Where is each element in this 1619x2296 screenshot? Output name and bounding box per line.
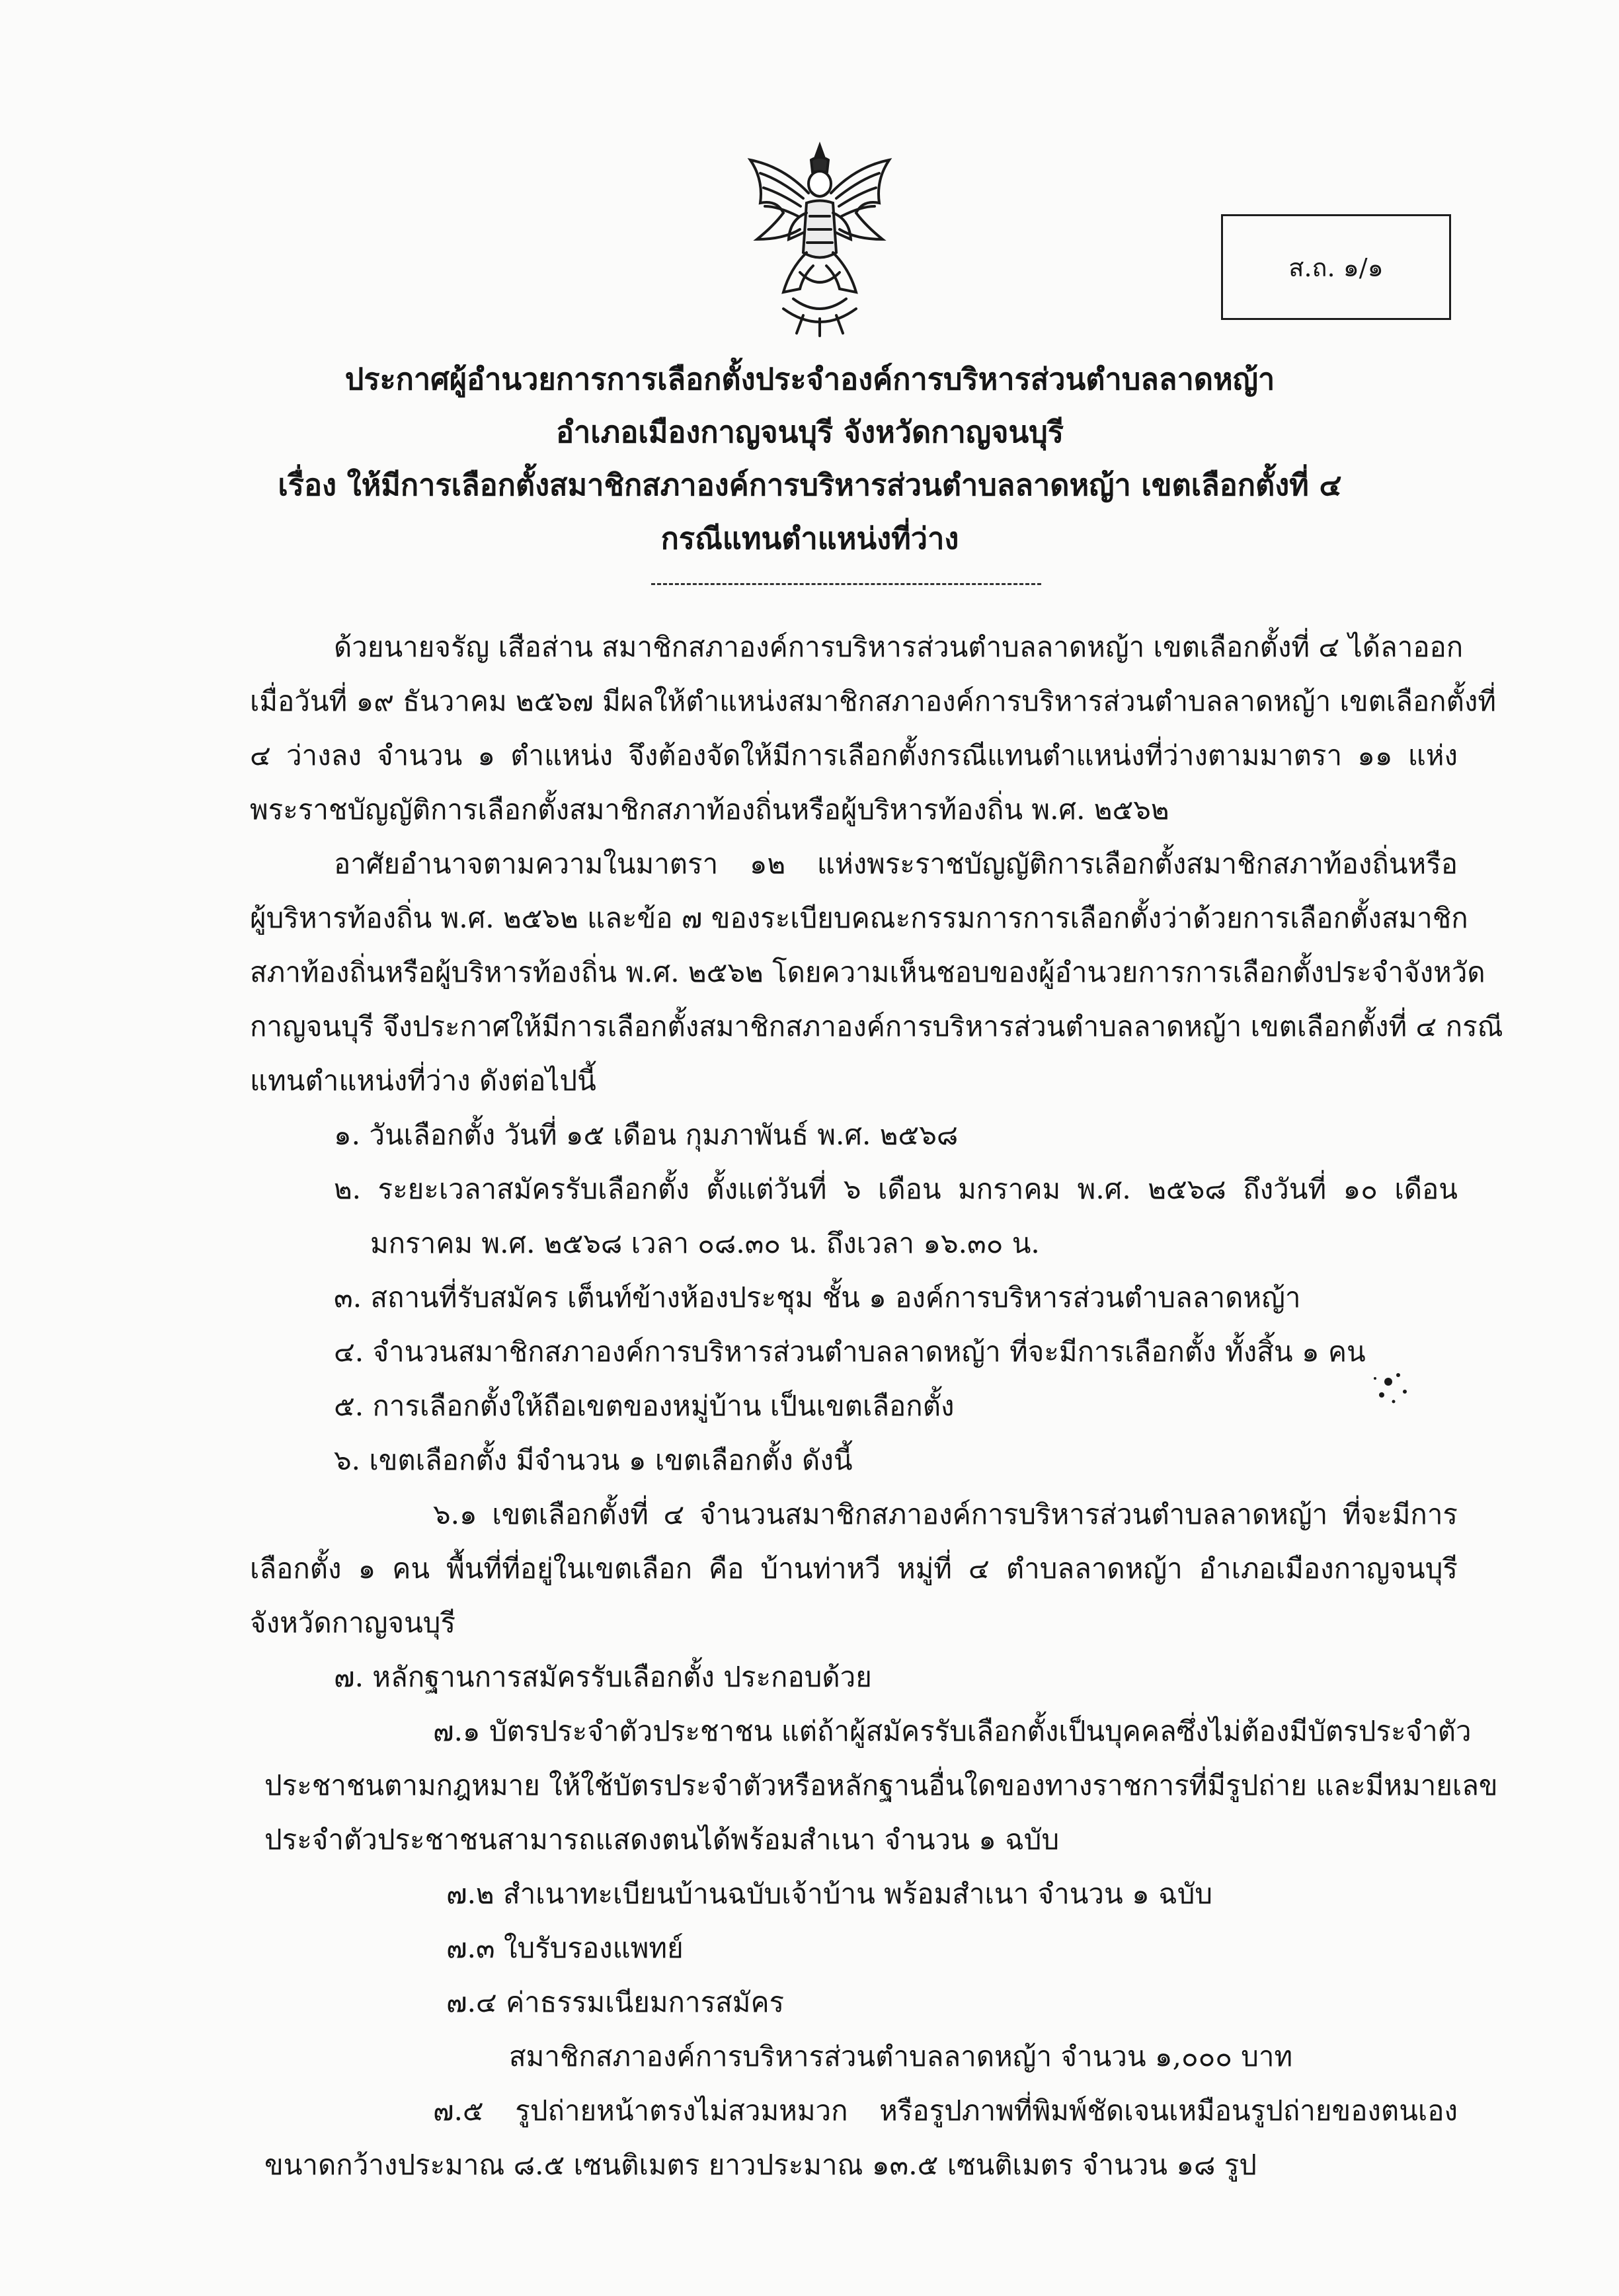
title-separator xyxy=(651,583,1041,585)
item-2-continued: มกราคม พ.ศ. ๒๕๖๘ เวลา ๐๘.๓๐ น. ถึงเวลา ๑๖.๓๐ น. xyxy=(370,1227,1040,1259)
item-6-1-line: ๖.๑ เขตเลือกตั้งที่ ๔ จำนวนสมาชิกสภาองค์การบริหารส่วนตำบลลาดหญ้า ที่จะมีการ xyxy=(433,1498,1458,1530)
item-7-1-line: ประชาชนตามกฎหมาย ให้ใช้บัตรประจำตัวหรือหลักฐานอื่นใดของทางราชการที่มีรูปถ่าย และมีหมายเลข xyxy=(264,1769,1498,1801)
paragraph-2-line: กาญจนบุรี จึงประกาศให้มีการเลือกตั้งสมาชิกสภาองค์การบริหารส่วนตำบลลาดหญ้า เขตเลือกตั้งที่ ๔ กรณี xyxy=(250,1010,1503,1043)
item-7: ๗. หลักฐานการสมัครรับเลือกตั้ง ประกอบด้วย xyxy=(334,1661,872,1693)
paragraph-1-line: ๔ ว่างลง จำนวน ๑ ตำแหน่ง จึงต้องจัดให้มีการเลือกตั้งกรณีแทนตำแหน่งที่ว่างตามมาตรา ๑๑ แห่ง xyxy=(250,739,1458,772)
paragraph-1-line: พระราชบัญญัติการเลือกตั้งสมาชิกสภาท้องถิ่นหรือผู้บริหารท้องถิ่น พ.ศ. ๒๕๖๒ xyxy=(250,793,1169,826)
item-6: ๖. เขตเลือกตั้ง มีจำนวน ๑ เขตเลือกตั้ง ดังนี้ xyxy=(334,1444,853,1476)
title-line-2: อำเภอเมืองกาญจนบุรี จังหวัดกาญจนบุรี xyxy=(555,415,1064,450)
item-7-5-line: ๗.๕ รูปถ่ายหน้าตรงไม่สวมหมวก หรือรูปภาพที่พิมพ์ชัดเจนเหมือนรูปถ่ายของตนเอง xyxy=(433,2094,1458,2127)
title-line-4: กรณีแทนตำแหน่งที่ว่าง xyxy=(660,521,959,556)
item-7-1-line: ๗.๑ บัตรประจำตัวประชาชน แต่ถ้าผู้สมัครรับเลือกตั้งเป็นบุคคลซึ่งไม่ต้องมีบัตรประจำตัว xyxy=(433,1715,1472,1747)
paragraph-1-line: เมื่อวันที่ ๑๙ ธันวาคม ๒๕๖๗ มีผลให้ตำแหน่งสมาชิกสภาองค์การบริหารส่วนตำบลลาดหญ้า เขตเลือกตั้งที่ xyxy=(250,685,1497,717)
item-4: ๔. จำนวนสมาชิกสภาองค์การบริหารส่วนตำบลลาดหญ้า ที่จะมีการเลือกตั้ง ทั้งสิ้น ๑ คน xyxy=(334,1335,1366,1368)
form-code-box xyxy=(1221,214,1451,320)
title-line-1: ประกาศผู้อำนวยการการเลือกตั้งประจำองค์การบริหารส่วนตำบลลาดหญ้า xyxy=(344,362,1275,397)
paragraph-2-line: สภาท้องถิ่นหรือผู้บริหารท้องถิ่น พ.ศ. ๒๕๖๒ โดยความเห็นชอบของผู้อำนวยการการเลือกตั้งประจำจังหวัด xyxy=(250,956,1485,988)
form-code: ส.ถ. ๑/๑ xyxy=(1288,253,1384,282)
item-7-4-detail: สมาชิกสภาองค์การบริหารส่วนตำบลลาดหญ้า จำนวน ๑,๐๐๐ บาท xyxy=(509,2040,1293,2073)
item-6-1-line: จังหวัดกาญจนบุรี xyxy=(250,1606,456,1639)
item-6-1-line: เลือกตั้ง ๑ คน พื้นที่ที่อยู่ในเขตเลือก คือ บ้านท่าหวี หมู่ที่ ๔ ตำบลลาดหญ้า อำเภอเมืองกาญจนบุรี xyxy=(250,1552,1458,1585)
ink-speck xyxy=(1362,1355,1435,1428)
garuda-emblem-icon xyxy=(737,140,902,338)
title-line-3: เรื่อง ให้มีการเลือกตั้งสมาชิกสภาองค์การบริหารส่วนตำบลลาดหญ้า เขตเลือกตั้งที่ ๔ xyxy=(278,467,1342,502)
paragraph-2-line: อาศัยอำนาจตามความในมาตรา ๑๒ แห่งพระราชบัญญัติการเลือกตั้งสมาชิกสภาท้องถิ่นหรือ xyxy=(334,848,1458,880)
item-1: ๑. วันเลือกตั้ง วันที่ ๑๕ เดือน กุมภาพันธ์ พ.ศ. ๒๕๖๘ xyxy=(334,1119,959,1151)
item-7-3: ๗.๓ ใบรับรองแพทย์ xyxy=(446,1932,684,1964)
item-7-4: ๗.๔ ค่าธรรมเนียมการสมัคร xyxy=(446,1986,785,2018)
item-7-2: ๗.๒ สำเนาทะเบียนบ้านฉบับเจ้าบ้าน พร้อมสำเนา จำนวน ๑ ฉบับ xyxy=(446,1878,1213,1910)
item-7-1-line: ประจำตัวประชาชนสามารถแสดงตนได้พร้อมสำเนา จำนวน ๑ ฉบับ xyxy=(264,1823,1060,1856)
item-7-5-line: ขนาดกว้างประมาณ ๘.๕ เซนติเมตร ยาวประมาณ ๑๓.๕ เซนติเมตร จำนวน ๑๘ รูป xyxy=(264,2149,1257,2181)
paragraph-2-line: ผู้บริหารท้องถิ่น พ.ศ. ๒๕๖๒ และข้อ ๗ ของระเบียบคณะกรรมการการเลือกตั้งว่าด้วยการเลือกตั้งสมาชิก xyxy=(250,902,1468,934)
item-5: ๕. การเลือกตั้งให้ถือเขตของหมู่บ้าน เป็นเขตเลือกตั้ง xyxy=(334,1390,955,1422)
paragraph-2-line: แทนตำแหน่งที่ว่าง ดังต่อไปนี้ xyxy=(250,1064,596,1097)
item-2: ๒. ระยะเวลาสมัครรับเลือกตั้ง ตั้งแต่วันที่ ๖ เดือน มกราคม พ.ศ. ๒๕๖๘ ถึงวันที่ ๑๐ เดือน xyxy=(334,1173,1458,1205)
item-3: ๓. สถานที่รับสมัคร เต็นท์ข้างห้องประชุม ชั้น ๑ องค์การบริหารส่วนตำบลลาดหญ้า xyxy=(334,1281,1301,1314)
paragraph-1-line: ด้วยนายจรัญ เสือส่าน สมาชิกสภาองค์การบริหารส่วนตำบลลาดหญ้า เขตเลือกตั้งที่ ๔ ได้ลาออก xyxy=(334,631,1464,663)
